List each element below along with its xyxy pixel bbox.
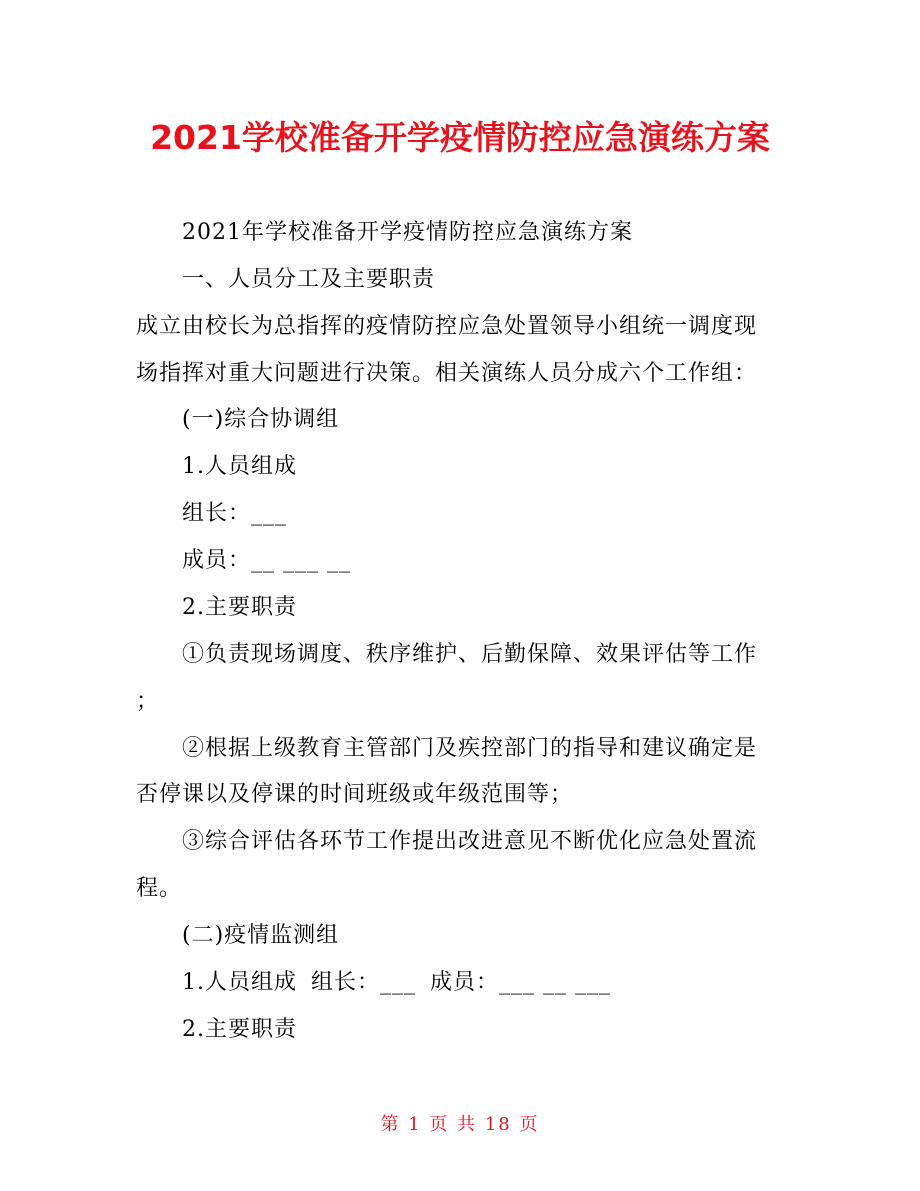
duty-item-line: ；	[136, 689, 160, 714]
duty-item-line: ②根据上级教育主管部门及疾控部门的指导和建议确定是	[182, 736, 758, 761]
members-line	[182, 968, 611, 998]
duty-item-line: 否停课以及停课的时间班级或年级范围等；	[136, 782, 574, 807]
members-line: 成员：__ ___ __	[182, 548, 351, 573]
page-number-footer: 第 1 页 共 18 页	[380, 1114, 540, 1135]
members-heading: 1.人员组成	[182, 454, 297, 479]
subtitle: 2021年学校准备开学疫情防控应急演练方案	[182, 220, 633, 245]
duties-heading: 2.主要职责	[182, 1017, 297, 1042]
group-heading: (二)疫情监测组	[182, 923, 340, 948]
duty-item-line: ①负责现场调度、秩序维护、后勤保障、效果评估等工作	[182, 642, 758, 667]
leader-text: 组长：___	[311, 970, 417, 995]
members-label: 1.人员组成	[182, 970, 297, 995]
section-heading: 一、人员分工及主要职责	[182, 267, 436, 292]
leader-line: 组长：___	[182, 501, 288, 526]
members-text: 成员：___ __ ___	[430, 970, 612, 995]
group-heading: (一)综合协调组	[182, 407, 340, 432]
intro-paragraph-line: 成立由校长为总指挥的疫情防控应急处置领导小组统一调度现	[136, 314, 758, 339]
duty-item-line: 程。	[136, 876, 183, 901]
intro-paragraph-line: 场指挥对重大问题进行决策。相关演练人员分成六个工作组：	[136, 361, 758, 386]
document-title: 2021学校准备开学疫情防控应急演练方案	[150, 118, 770, 157]
duties-heading: 2.主要职责	[182, 595, 297, 620]
duty-item-line: ③综合评估各环节工作提出改进意见不断优化应急处置流	[182, 829, 758, 854]
